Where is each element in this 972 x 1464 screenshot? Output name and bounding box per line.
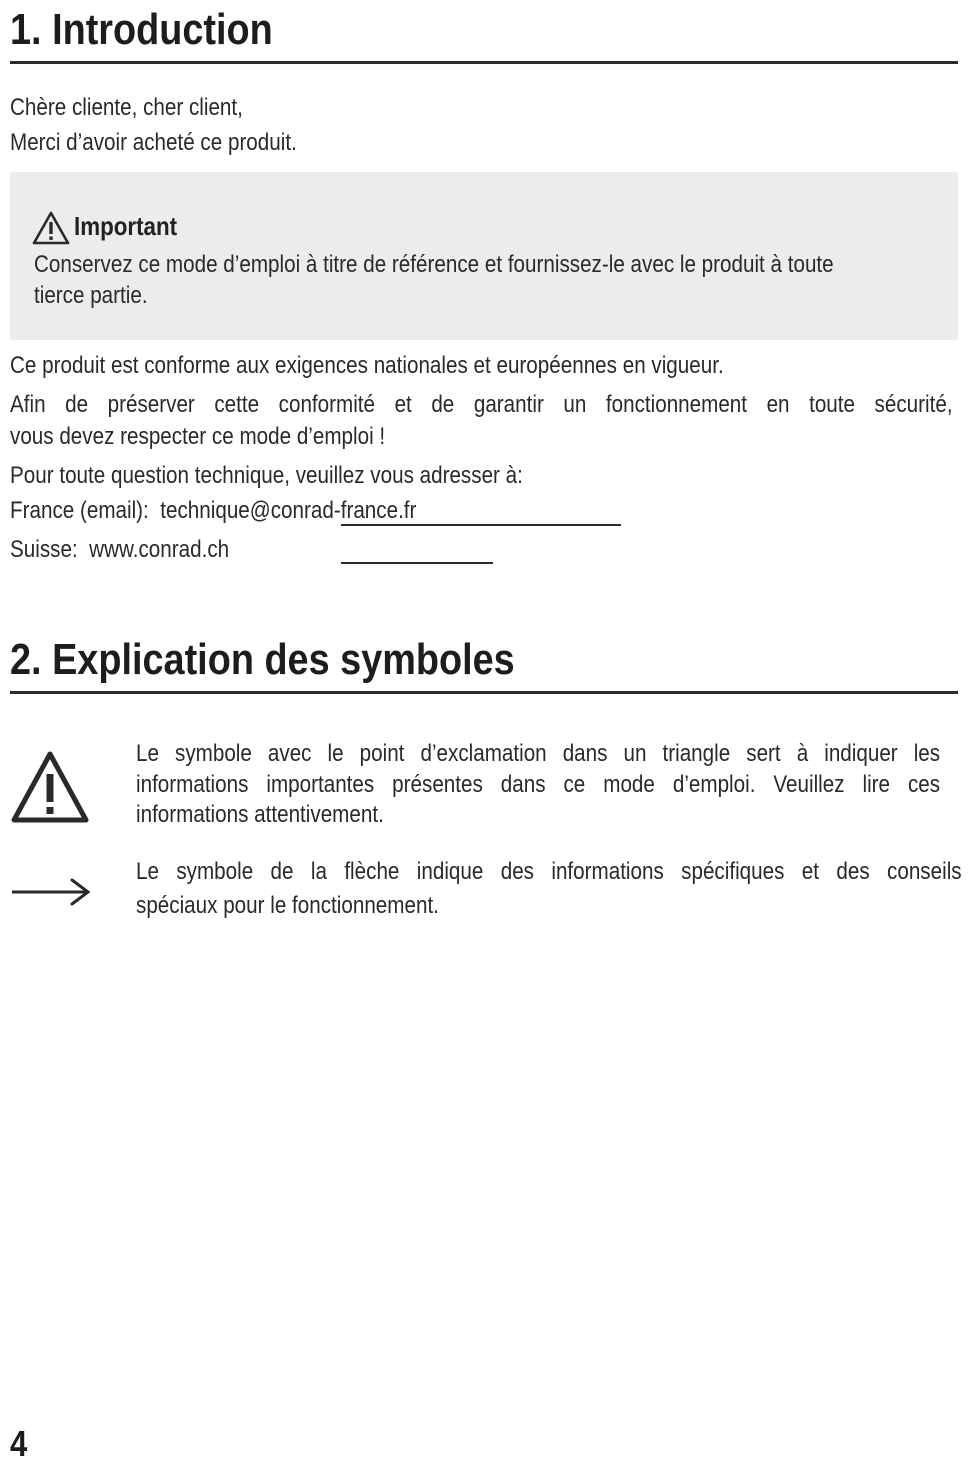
warning-text-line-2: informations importantes présentes dans ce mode d’emploi. Veuillez lire ces — [136, 771, 941, 798]
important-text-line-2: tierce partie. — [34, 282, 148, 309]
greeting-text: Chère cliente, cher client, — [10, 94, 243, 121]
france-label: France (email): — [10, 497, 149, 524]
france-email-link[interactable]: technique@conrad-france.fr — [160, 497, 417, 524]
warning-text-line-1: Le symbole avec le point d’exclamation dans un triangle sert à indiquer les — [136, 740, 941, 767]
important-text-line-1: Conservez ce mode d’emploi à titre de référence et fournissez-le avec le produit à toute — [34, 251, 834, 278]
section-2-title: 2. Explication des symboles — [10, 635, 515, 684]
arrow-text-line-1: Le symbole de la flèche indique des informations spécifiques et des conseils — [136, 858, 962, 885]
important-heading: Important — [74, 211, 178, 241]
important-notice-box — [10, 172, 958, 340]
preserve-text-line-2: vous devez respecter ce mode d’emploi ! — [10, 423, 386, 450]
france-underline — [341, 524, 621, 526]
preserve-text-line-1: Afin de préserver cette conformité et de garantir un fonctionnement en toute sécurité, — [10, 391, 953, 418]
arrow-text-line-2: spéciaux pour le fonctionnement. — [136, 892, 439, 919]
suisse-label: Suisse: — [10, 536, 78, 563]
page-number: 4 — [10, 1423, 28, 1464]
suisse-underline — [341, 562, 493, 564]
suisse-website-link[interactable]: www.conrad.ch — [89, 536, 230, 563]
conformity-text: Ce produit est conforme aux exigences nationales et européennes en vigueur. — [10, 352, 724, 379]
warning-triangle-icon — [10, 748, 90, 828]
arrow-right-icon — [10, 874, 92, 910]
section-2-rule — [10, 691, 958, 694]
section-1-rule — [10, 61, 958, 64]
france-contact — [10, 496, 483, 526]
warning-text-line-3: informations attentivement. — [136, 801, 384, 828]
thanks-text: Merci d’avoir acheté ce produit. — [10, 129, 297, 156]
question-text: Pour toute question technique, veuillez vous adresser à: — [10, 462, 523, 489]
suisse-contact — [10, 535, 265, 565]
warning-triangle-icon — [32, 210, 70, 246]
section-1-title: 1. Introduction — [10, 5, 273, 54]
